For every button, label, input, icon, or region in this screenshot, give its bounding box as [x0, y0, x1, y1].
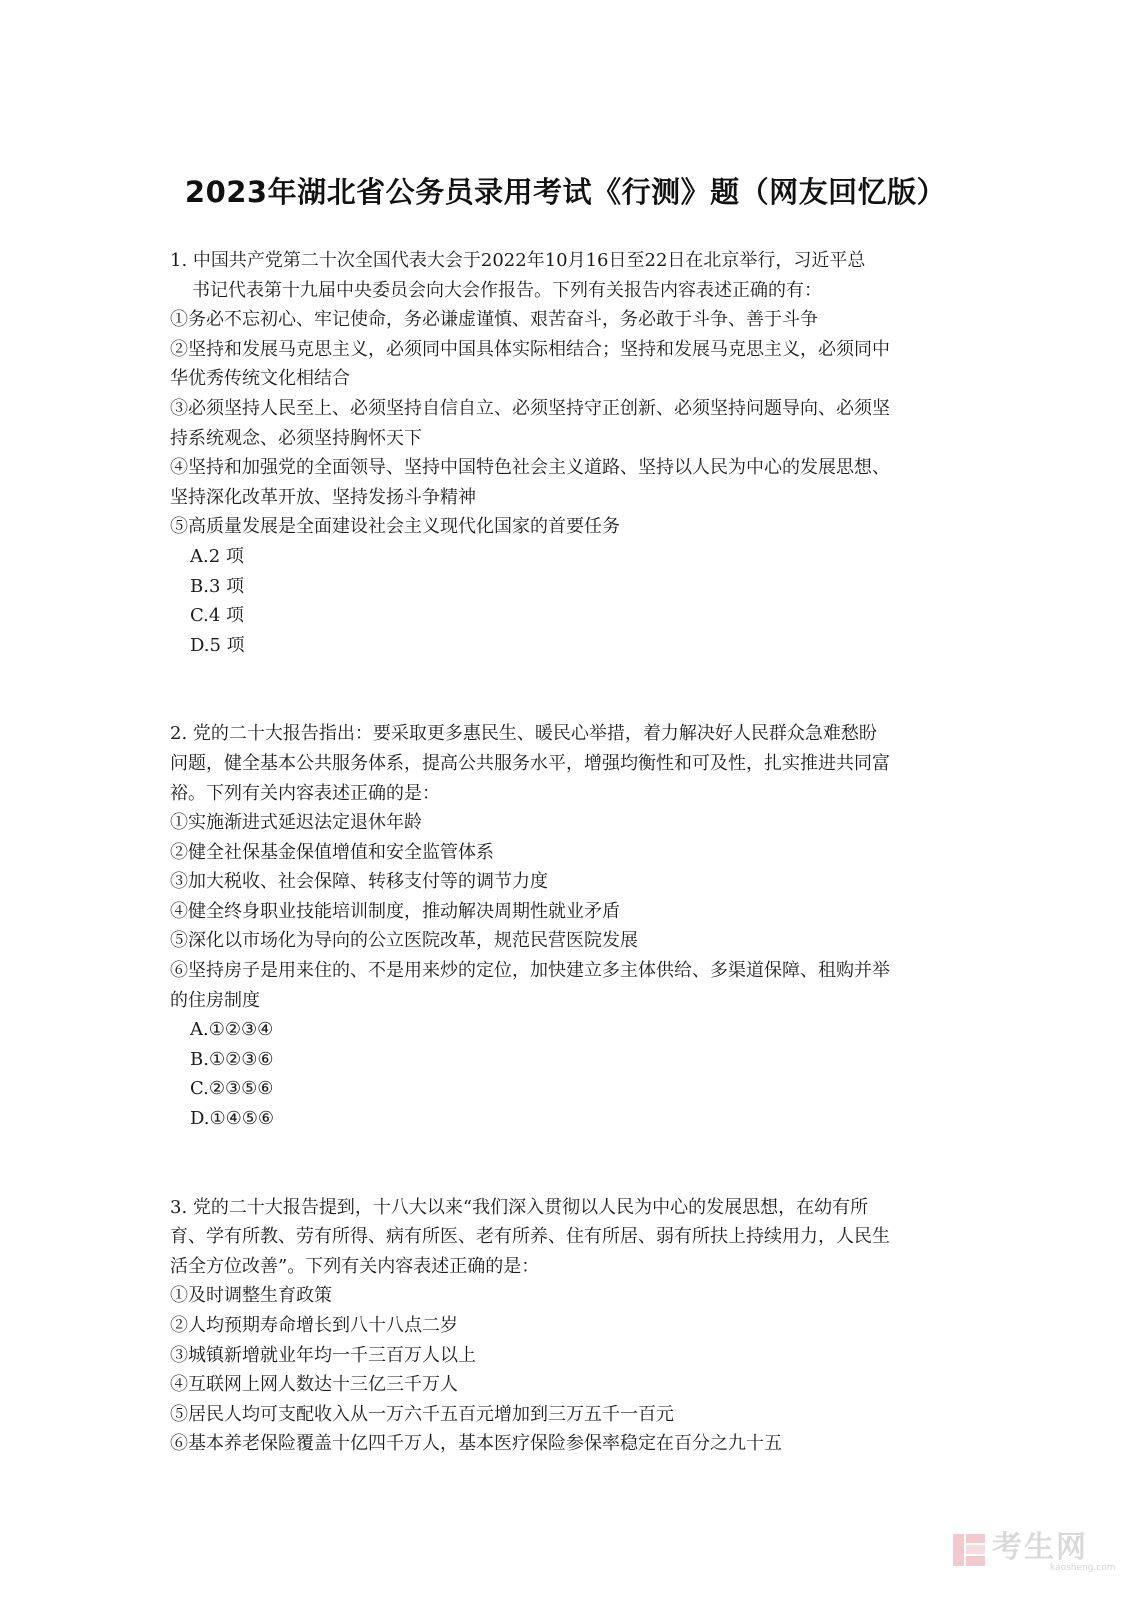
- page-title: 2023年湖北省公务员录用考试《行测》题（网友回忆版）: [184, 175, 947, 209]
- q2-item: 的住房制度: [170, 989, 260, 1011]
- q1-item: 持系统观念、必须坚持胸怀天下: [170, 427, 422, 449]
- q2-stem-line: 2. 党的二十大报告指出：要采取更多惠民生、暖民心举措，着力解决好人民群众急难愁盼: [170, 723, 877, 745]
- q2-item: ⑤深化以市场化为导向的公立医院改革，规范民营医院发展: [170, 930, 638, 952]
- q1-option-a: A.2 项: [190, 545, 244, 567]
- q1-item: ⑤高质量发展是全面建设社会主义现代化国家的首要任务: [170, 516, 620, 538]
- question-3: [170, 1193, 970, 1459]
- q1-option-b: B.3 项: [190, 575, 245, 597]
- q3-item: ②人均预期寿命增长到八十八点二岁: [170, 1315, 458, 1336]
- q2-option-c: C.②③⑤⑥: [190, 1078, 274, 1100]
- question-2: [170, 719, 970, 1133]
- q1-item: 华优秀传统文化相结合: [170, 368, 350, 390]
- q2-option-b: B.①②③⑥: [190, 1048, 274, 1070]
- q2-stem-line: 问题，健全基本公共服务体系，提高公共服务水平，增强均衡性和可及性，扎实推进共同富: [170, 752, 890, 774]
- q3-item: ④互联网上网人数达十三亿三千万人: [170, 1374, 458, 1396]
- q1-stem-line: 书记代表第十九届中央委员会向大会作报告。下列有关报告内容表述正确的有：: [192, 279, 822, 301]
- q1-item: ②坚持和发展马克思主义，必须同中国具体实际相结合；坚持和发展马克思主义，必须同中: [170, 338, 890, 360]
- q2-item: ④健全终身职业技能培训制度，推动解决周期性就业矛盾: [170, 900, 620, 922]
- q3-item: ⑤居民人均可支配收入从一万六千五百元增加到三万五千一百元: [170, 1403, 674, 1425]
- q1-item: 坚持深化改革开放、坚持发扬斗争精神: [170, 486, 476, 508]
- q3-stem-line: 3. 党的二十大报告提到，十八大以来“我们深入贯彻以人民为中心的发展思想，在幼有所: [170, 1196, 869, 1218]
- q1-option-c: C.4 项: [190, 605, 245, 627]
- q2-stem-line: 裕。下列有关内容表述正确的是：: [170, 782, 440, 804]
- q2-option-a: A.①②③④: [190, 1019, 274, 1041]
- q2-item: ②健全社保基金保值增值和安全监管体系: [170, 841, 494, 863]
- watermark-subtext: kaosheng.com: [1050, 1563, 1116, 1573]
- q3-item: ③城镇新增就业年均一千三百万人以上: [170, 1344, 476, 1366]
- q1-stem-line: 1. 中国共产党第二十次全国代表大会于2022年10月16日至22日在北京举行，习近平总: [170, 250, 866, 271]
- kaosheng-logo-icon: [952, 1533, 986, 1567]
- question-spacer: [170, 660, 970, 719]
- q3-item: ⑥基本养老保险覆盖十亿四千万人，基本医疗保险参保率稳定在百分之九十五: [170, 1433, 782, 1455]
- q1-option-d: D.5 项: [190, 634, 245, 656]
- q3-item: ①及时调整生育政策: [170, 1285, 332, 1307]
- document-body: [170, 246, 970, 1459]
- q1-item: ①务必不忘初心、牢记使命，务必谦虚谨慎、艰苦奋斗，务必敢于斗争、善于斗争: [170, 309, 818, 331]
- q2-item: ⑥坚持房子是用来住的、不是用来炒的定位，加快建立多主体供给、多渠道保障、租购并举: [170, 960, 890, 982]
- watermark-text: 考生网: [992, 1530, 1088, 1565]
- q3-stem-line: 活全方位改善”。下列有关内容表述正确的是：: [170, 1255, 540, 1277]
- question-spacer: [170, 1134, 970, 1193]
- watermark: [952, 1530, 1116, 1573]
- q2-option-d: D.①④⑤⑥: [190, 1108, 275, 1130]
- q1-item: ③必须坚持人民至上、必须坚持自信自立、必须坚持守正创新、必须坚持问题导向、必须坚: [170, 397, 890, 419]
- q1-item: ④坚持和加强党的全面领导、坚持中国特色社会主义道路、坚持以人民为中心的发展思想、: [170, 457, 890, 479]
- question-1: [170, 246, 970, 660]
- q3-stem-line: 育、学有所教、劳有所得、病有所医、老有所养、住有所居、弱有所扶上持续用力，人民生: [170, 1226, 890, 1248]
- q2-item: ③加大税收、社会保障、转移支付等的调节力度: [170, 871, 548, 893]
- q2-item: ①实施渐进式延迟法定退休年龄: [170, 812, 422, 834]
